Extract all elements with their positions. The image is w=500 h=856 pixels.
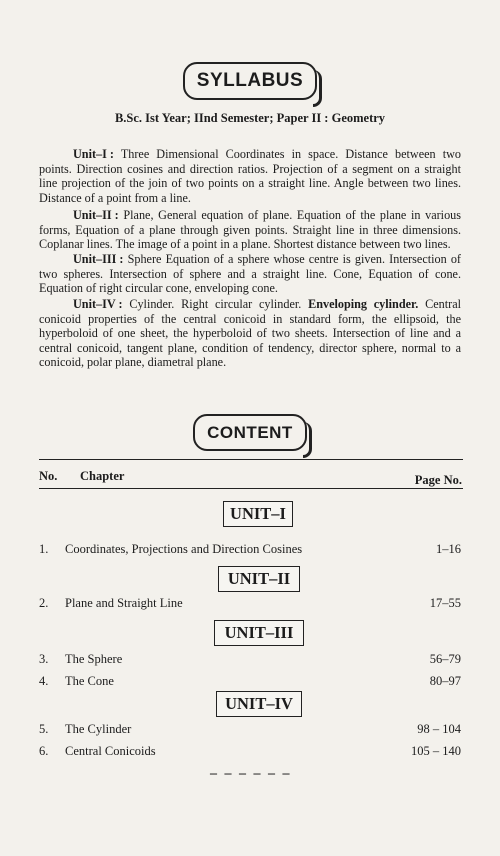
syllabus-heading: SYLLABUS xyxy=(183,62,317,100)
chapter-title: Central Conicoids xyxy=(65,744,156,758)
chapter-row xyxy=(39,596,463,612)
header-page-no: Page No. xyxy=(414,473,462,487)
chapter-number: 4. xyxy=(39,674,49,688)
unit-1-box: UNIT–I xyxy=(223,501,293,527)
chapter-title: Plane and Straight Line xyxy=(65,596,183,610)
chapter-number: 6. xyxy=(39,744,49,758)
unit-4-box: UNIT–IV xyxy=(216,691,302,717)
header-no: No. xyxy=(39,469,58,483)
chapter-number: 1. xyxy=(39,542,49,556)
chapter-pages: 105 – 140 xyxy=(411,744,461,758)
unit-3-text: Sphere Equation of a sphere whose centre is given. Intersection of two spheres. Intersection of sphere and a straight line. Cone, Equation of cone. Equation of right circular cone, enveloping cone. xyxy=(39,252,461,296)
unit-2-box: UNIT–II xyxy=(218,566,300,592)
syllabus-heading-container xyxy=(0,62,500,100)
chapter-number: 5. xyxy=(39,722,49,736)
chapter-number: 3. xyxy=(39,652,49,666)
unit-4-text-before: Cylinder. Right circular cylinder. xyxy=(122,297,309,311)
chapter-row xyxy=(39,652,463,668)
unit-4-bold-phrase: Enveloping cylinder. xyxy=(308,297,419,311)
unit-1-paragraph xyxy=(39,147,461,205)
table-top-rule xyxy=(39,459,463,460)
unit-4-paragraph xyxy=(39,297,461,370)
course-subtitle: B.Sc. Ist Year; IInd Semester; Paper II : Geometry xyxy=(114,111,386,125)
chapter-title: The Sphere xyxy=(65,652,123,666)
unit-2-paragraph xyxy=(39,208,461,252)
unit-3-box: UNIT–III xyxy=(214,620,304,646)
chapter-pages: 17–55 xyxy=(429,596,461,610)
unit-1-label: Unit–I : xyxy=(73,147,114,161)
unit-2-text: Plane, General equation of plane. Equation of the plane in various forms, Equation of a plane through given points. Straight line in three dimensions. Coplanar lines. The image of a point in a plane. Shortest distance between two lines. xyxy=(39,208,461,252)
unit-1-text: Three Dimensional Coordinates in space. Distance between two points. Direction cosines and direction ratios. Projection of a segment on a straight line projection of the join of two points on a straight line. Angle between two lines. Distance of a point from a line. xyxy=(39,147,461,205)
chapter-title: The Cylinder xyxy=(65,722,132,736)
table-header-rule xyxy=(39,488,463,489)
chapter-title: The Cone xyxy=(65,674,114,688)
header-chapter: Chapter xyxy=(80,469,125,483)
chapter-pages: 1–16 xyxy=(436,542,461,556)
chapter-row xyxy=(39,542,463,558)
content-heading-container xyxy=(0,414,500,451)
unit-4-label: Unit–IV : xyxy=(73,297,123,311)
chapter-row xyxy=(39,674,463,690)
unit-4-text-after: Central conicoid properties of the central conicoid in standard form, the ellipsoid, the hyperboloid of one sheet, the hyperboloid of two sheets. Intersection of line and a central conicoid, tangent plane, condition of tendency, director sphere, normal to a conicoid, polar plane, diametral plane. xyxy=(39,297,461,370)
chapter-title: Coordinates, Projections and Direction Cosines xyxy=(65,542,303,556)
unit-2-label: Unit–II : xyxy=(73,208,119,222)
chapter-number: 2. xyxy=(39,596,49,610)
content-heading: CONTENT xyxy=(193,414,307,451)
chapter-pages: 56–79 xyxy=(429,652,461,666)
unit-3-paragraph xyxy=(39,252,461,296)
end-mark: – – – – – – xyxy=(210,766,292,781)
chapter-row xyxy=(39,744,463,760)
chapter-pages: 98 – 104 xyxy=(417,722,461,736)
unit-3-label: Unit–III : xyxy=(73,252,124,266)
chapter-pages: 80–97 xyxy=(429,674,461,688)
chapter-row xyxy=(39,722,463,738)
